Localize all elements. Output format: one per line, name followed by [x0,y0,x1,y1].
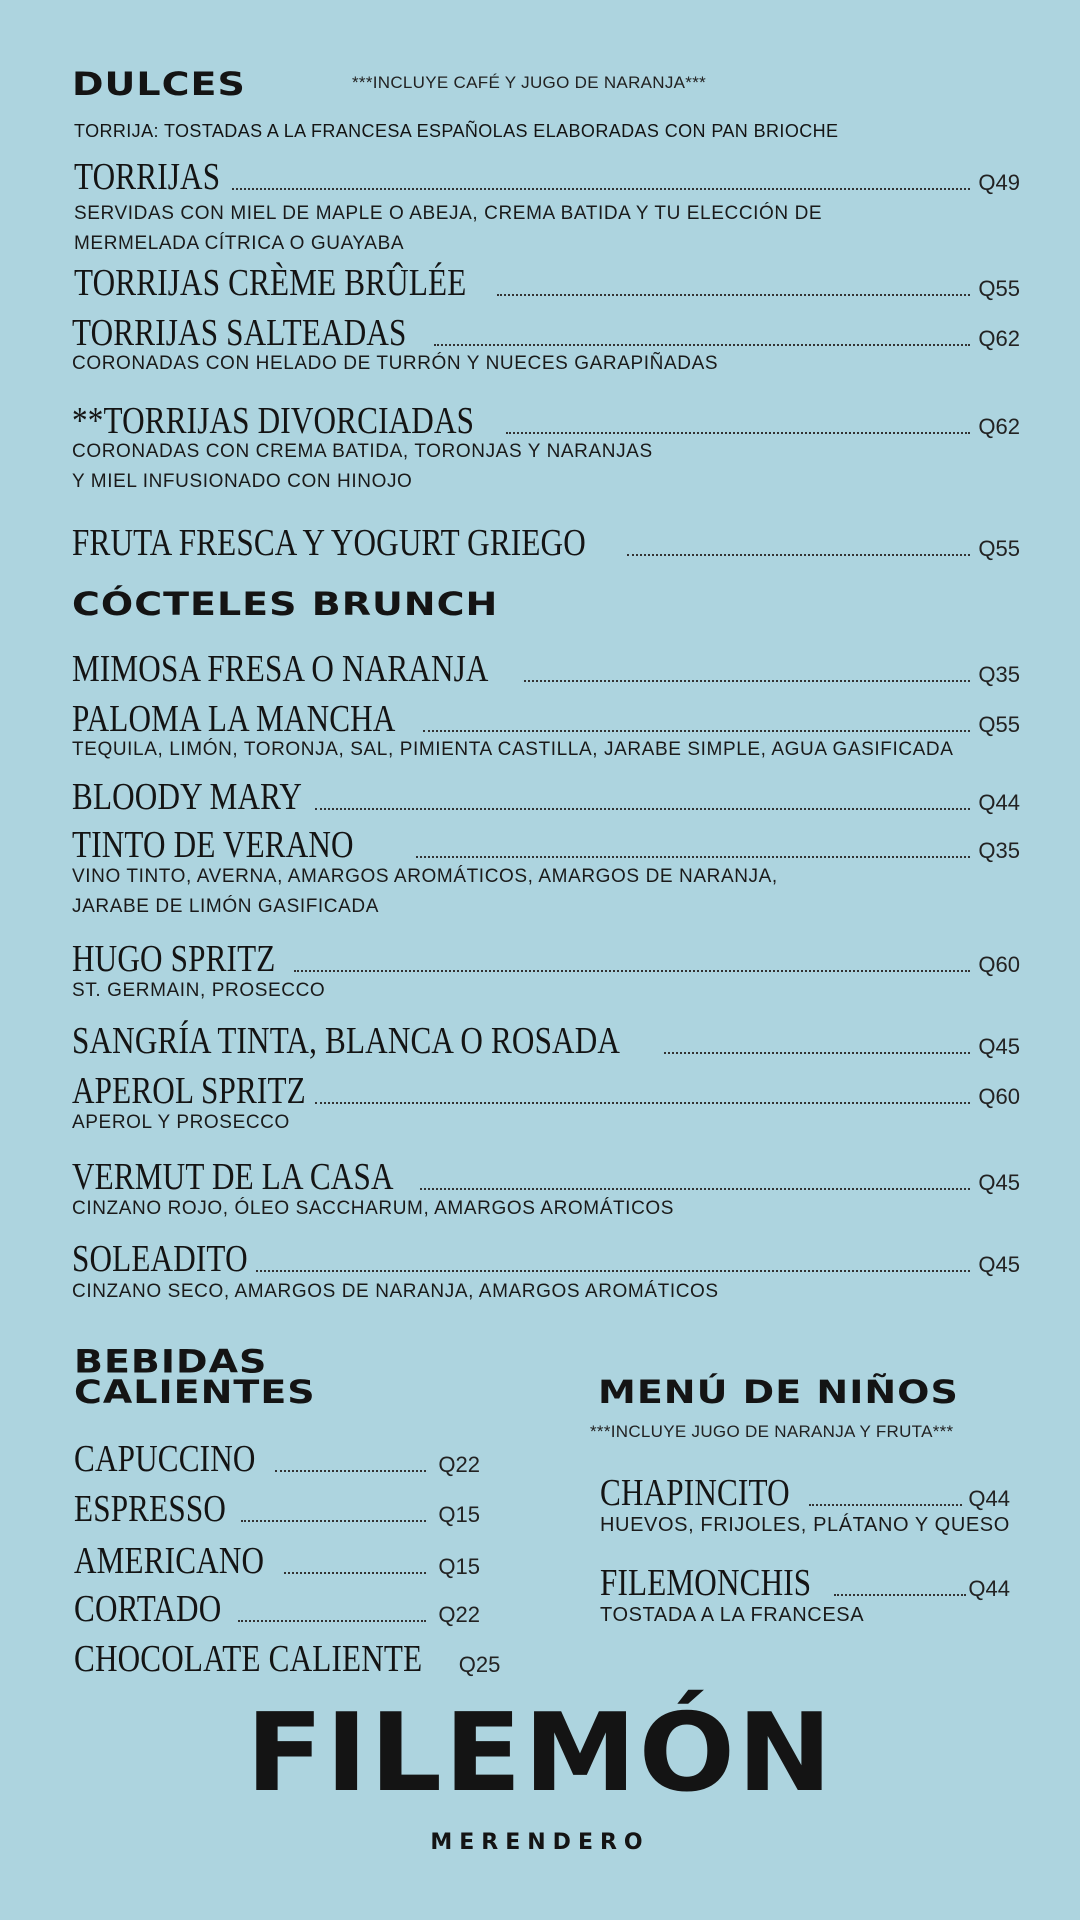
item-price: Q22 [438,1452,480,1477]
dotted-leader [664,1052,970,1054]
item-name: CAPUCCINO [74,1438,256,1480]
dotted-leader [497,294,971,296]
item-name: MIMOSA FRESA O NARANJA [72,648,489,690]
item-description: ST. GERMAIN, PROSECCO [72,980,326,1001]
menu-item-chapincito [600,1472,1010,1512]
item-price: Q35 [978,838,1020,863]
menu-item-aperol-spritz [72,1070,1020,1110]
menu-item-espresso [74,1488,480,1528]
dotted-leader [420,1188,970,1190]
dotted-leader [416,856,971,858]
item-description: SERVIDAS CON MIEL DE MAPLE O ABEJA, CREMA BATIDA Y TU ELECCIÓN DE MERMELADA CÍTRICA O GUAYABA [74,203,823,254]
menu-item-vermut [72,1156,1020,1196]
item-name: FRUTA FRESCA Y YOGURT GRIEGO [72,522,586,564]
item-description: TOSTADA A LA FRANCESA [600,1604,865,1626]
item-description: HUEVOS, FRIJOLES, PLÁTANO Y QUESO [600,1514,1010,1536]
item-name: APEROL SPRITZ [72,1070,306,1112]
item-price: Q22 [438,1602,480,1627]
item-name: TORRIJAS SALTEADAS [72,312,407,354]
menu-item-torrijas-creme-brulee [74,262,1020,302]
item-name: SOLEADITO [72,1238,248,1280]
menu-item-paloma [72,698,1020,738]
item-description: CINZANO ROJO, ÓLEO SACCHARUM, AMARGOS AROMÁTICOS [72,1198,675,1219]
item-name: TINTO DE VERANO [72,824,354,866]
dotted-leader [275,1470,426,1472]
item-description: CORONADAS CON CREMA BATIDA, TORONJAS Y NARANJAS Y MIEL INFUSIONADO CON HINOJO [72,441,653,492]
section-title-cocteles: CÓCTELES BRUNCH [72,585,499,623]
item-name: HUGO SPRITZ [72,938,276,980]
item-price: Q60 [978,952,1020,977]
item-name: SANGRÍA TINTA, BLANCA O ROSADA [72,1020,621,1062]
item-description: APEROL Y PROSECCO [72,1112,290,1133]
dotted-leader [238,1620,427,1622]
dotted-leader [423,730,971,732]
dulces-note: ***INCLUYE CAFÉ Y JUGO DE NARANJA*** [352,73,707,92]
item-name: CHOCOLATE CALIENTE [74,1638,423,1680]
dotted-leader [524,680,970,682]
item-price: Q45 [978,1252,1020,1277]
item-name: VERMUT DE LA CASA [72,1156,394,1198]
item-description: CORONADAS CON HELADO DE TURRÓN Y NUECES GARAPIÑADAS [72,353,719,374]
dotted-leader [256,1270,970,1272]
dotted-leader [434,344,970,346]
menu-item-torrijas [74,156,1020,196]
item-name: CORTADO [74,1588,222,1630]
menu-item-cortado [74,1588,480,1628]
menu-item-tinto-de-verano [72,824,1020,864]
menu-item-torrijas-divorciadas [72,400,1020,440]
menu-item-torrijas-salteadas [72,312,1020,352]
menu-item-bloody-mary [72,776,1020,816]
dotted-leader [834,1594,967,1596]
item-price: Q25 [458,1652,501,1677]
item-price: Q15 [438,1502,480,1527]
section-title-menu-ninos: MENÚ DE NIÑOS [598,1373,959,1411]
dotted-leader [232,188,970,190]
item-name: TORRIJAS CRÈME BRÛLÉE [74,262,467,304]
item-name: BLOODY MARY [72,776,303,818]
dotted-leader [627,554,971,556]
item-price: Q55 [978,712,1020,737]
brand-tagline: MERENDERO [430,1830,650,1855]
item-price: Q45 [978,1170,1020,1195]
menu-item-hugo-spritz [72,938,1020,978]
menu-item-americano [74,1540,480,1580]
section-title-dulces: DULCES [72,65,246,103]
dotted-leader [241,1520,426,1522]
item-price: Q49 [978,170,1020,195]
item-price: Q44 [968,1486,1010,1511]
dulces-intro: TORRIJA: TOSTADAS A LA FRANCESA ESPAÑOLAS ELABORADAS CON PAN BRIOCHE [74,121,839,141]
menu-item-sangria [72,1020,1020,1060]
menu-item-mimosa [72,648,1020,688]
item-price: Q44 [968,1576,1010,1601]
item-name: ESPRESSO [74,1488,226,1530]
item-price: Q15 [438,1554,480,1579]
ninos-note: ***INCLUYE JUGO DE NARANJA Y FRUTA*** [590,1422,954,1441]
dotted-leader [506,432,970,434]
item-name: **TORRIJAS DIVORCIADAS [72,400,475,442]
brand-logo: FILEMÓN [245,1691,835,1816]
item-price: Q45 [978,1034,1020,1059]
item-description: VINO TINTO, AVERNA, AMARGOS AROMÁTICOS, AMARGOS DE NARANJA, JARABE DE LIMÓN GASIFICADA [72,866,778,917]
item-price: Q62 [978,326,1020,351]
section-title-bebidas-calientes: BEBIDAS CALIENTES [74,1342,316,1411]
dotted-leader [315,808,971,810]
item-name: FILEMONCHIS [600,1562,812,1604]
dotted-leader [294,970,970,972]
item-price: Q62 [978,414,1020,439]
item-description: CINZANO SECO, AMARGOS DE NARANJA, AMARGOS AROMÁTICOS [72,1281,719,1302]
item-description: TEQUILA, LIMÓN, TORONJA, SAL, PIMIENTA CASTILLA, JARABE SIMPLE, AGUA GASIFICADA [72,739,954,760]
item-price: Q44 [978,790,1020,815]
dotted-leader [315,1102,970,1104]
menu-item-fruta-fresca [72,522,1020,562]
menu-item-soleadito [72,1238,1020,1278]
item-price: Q55 [978,276,1020,301]
item-name: AMERICANO [74,1540,265,1582]
menu-item-chocolate-caliente [74,1638,501,1680]
item-name: CHAPINCITO [600,1472,790,1514]
item-name: TORRIJAS [74,156,221,198]
menu-item-filemonchis [600,1562,1010,1602]
dotted-leader [284,1572,426,1574]
menu-item-capuccino [74,1438,480,1478]
dotted-leader [809,1504,962,1506]
item-name: PALOMA LA MANCHA [72,698,396,740]
item-price: Q35 [978,662,1020,687]
item-price: Q60 [978,1084,1020,1109]
item-price: Q55 [978,536,1020,561]
